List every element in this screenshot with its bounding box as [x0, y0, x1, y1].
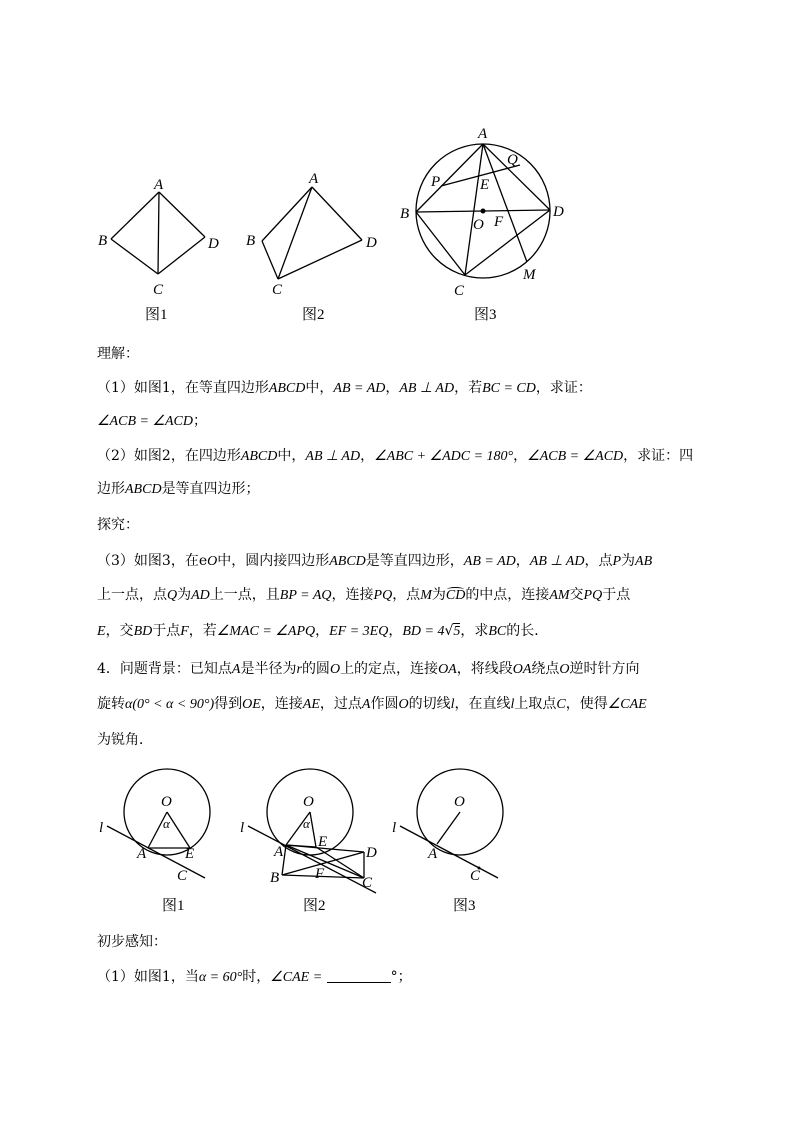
- figb1-caption: 图1: [162, 898, 185, 914]
- question-1-line-1: （1）如图1，在等直四边形ABCD中，AB = AD，AB ⊥ AD，若BC = CD，求证：: [97, 380, 592, 396]
- figb3-label-l: l: [392, 820, 397, 836]
- fig3-label-B: B: [400, 206, 410, 222]
- fig3-caption: 图3: [474, 307, 497, 323]
- section-understand: 理解：: [97, 346, 139, 362]
- fig3-label-C: C: [454, 283, 465, 299]
- fig1-label-A: A: [154, 177, 164, 193]
- figure-b2-tangent: [236, 760, 386, 895]
- figb3-label-A: A: [428, 846, 438, 862]
- figb2-label-C: C: [362, 875, 373, 891]
- fig2-caption: 图2: [302, 307, 325, 323]
- figb2-label-l: l: [240, 820, 245, 836]
- figb2-caption: 图2: [303, 898, 326, 914]
- figb1-label-alpha: α: [163, 816, 170, 831]
- figure-3-circle: [395, 120, 580, 300]
- fig3-label-E: E: [480, 177, 490, 193]
- figb2-label-A: A: [274, 844, 284, 860]
- figb3-label-C: C: [470, 868, 481, 884]
- section-explore: 探究：: [97, 517, 139, 533]
- figb3-label-O: O: [454, 794, 465, 810]
- answer-blank[interactable]: [327, 968, 391, 983]
- figb1-label-A: A: [137, 846, 147, 862]
- question-4-1: （1）如图1，当α = 60°时，∠CAE = °；: [97, 969, 412, 985]
- figure-1-quadrilateral: [95, 170, 225, 300]
- fig3-label-A: A: [478, 126, 488, 142]
- figb2-label-F: F: [315, 866, 325, 882]
- fig3-label-D: D: [553, 204, 564, 220]
- fig1-label-C: C: [153, 282, 164, 298]
- figb2-label-E: E: [318, 834, 328, 850]
- question-3-line-1: （3）如图3，在eO中，圆内接四边形ABCD是等直四边形，AB = AD，AB ⊥ AD，点P为AB: [97, 553, 653, 569]
- figb2-label-D: D: [366, 845, 377, 861]
- fig3-label-Q: Q: [507, 152, 518, 168]
- problem-4-line-3: 为锐角．: [97, 732, 153, 748]
- figure-2-quadrilateral: [240, 165, 390, 300]
- question-1-line-2: ∠ACB = ∠ACD；: [97, 413, 207, 429]
- problem-4-line-1: 4．问题背景：已知点A是半径为r的圆O上的定点，连接OA，将线段OA绕点O逆时针方向: [97, 661, 640, 677]
- fig3-label-O: O: [473, 217, 484, 233]
- fig2-label-A: A: [309, 171, 319, 187]
- figb2-label-O: O: [303, 794, 314, 810]
- figb1-label-E: E: [185, 846, 195, 862]
- figb1-label-l: l: [99, 820, 104, 836]
- figb1-label-C: C: [177, 868, 188, 884]
- question-3-line-3: E，交BD于点F，若∠MAC = ∠APQ，EF = 3EQ，BD = 4√5，求BC的长．: [97, 623, 549, 639]
- figure-b1-tangent: [95, 760, 215, 885]
- question-2-line-1: （2）如图2，在四边形ABCD中，AB ⊥ AD，∠ABC + ∠ADC = 180°，∠ACB = ∠ACD，求证：四: [97, 448, 694, 464]
- section-perceive: 初步感知：: [97, 934, 167, 950]
- fig2-label-B: B: [246, 233, 256, 249]
- figb2-label-alpha: α: [303, 816, 310, 831]
- question-3-line-2: 上一点，点Q为AD上一点，且BP = AQ，连接PQ，点M为CD的中点，连接AM交PQ于点: [97, 585, 630, 606]
- fig1-label-D: D: [208, 236, 219, 252]
- fig3-label-M: M: [523, 267, 536, 283]
- figure-b3-tangent: [388, 760, 508, 885]
- fig3-label-F: F: [494, 214, 504, 230]
- figb1-label-O: O: [161, 794, 172, 810]
- fig1-label-B: B: [98, 233, 108, 249]
- fig1-caption: 图1: [145, 307, 168, 323]
- fig2-label-D: D: [366, 235, 377, 251]
- question-2-line-2: 边形ABCD是等直四边形；: [97, 481, 260, 497]
- fig2-label-C: C: [272, 282, 283, 298]
- problem-4-line-2: 旋转α(0° < α < 90°)得到OE，连接AE，过点A作圆O的切线l，在直线l上取点C，使得∠CAE: [97, 696, 647, 712]
- figb3-caption: 图3: [453, 898, 476, 914]
- figb2-label-B: B: [270, 870, 280, 886]
- fig3-label-P: P: [431, 174, 441, 190]
